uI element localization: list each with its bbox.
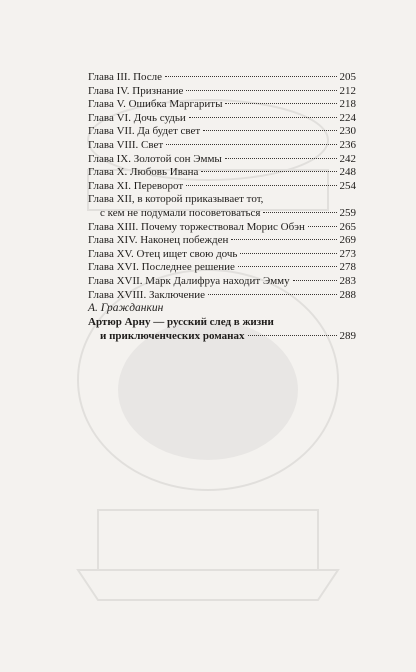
toc-entry[interactable]: [88, 261, 356, 275]
toc-entry[interactable]: [88, 275, 356, 289]
afterword-title-line2-row: [88, 330, 356, 344]
toc-entry-page: 230: [339, 125, 356, 138]
toc-entry[interactable]: [88, 248, 356, 262]
afterword-entry[interactable]: [88, 316, 356, 343]
toc-entry[interactable]: [88, 221, 356, 235]
toc-entry[interactable]: [88, 112, 356, 126]
afterword-page: 289: [339, 329, 356, 342]
toc-entry-page: 205: [339, 71, 356, 83]
dot-leader: [248, 335, 337, 336]
toc-entry-title: Глава X. Любовь Ивана: [88, 166, 199, 179]
dot-leader: [203, 130, 336, 131]
dot-leader: [240, 253, 336, 254]
toc-entry-page: 248: [339, 166, 356, 179]
toc-entry-page: 269: [339, 234, 356, 247]
toc-entry[interactable]: [88, 98, 356, 112]
toc-entry-page: 278: [339, 261, 356, 274]
toc-entry-page: 212: [339, 84, 356, 97]
toc-entry-title: Глава VII. Да будет свет: [88, 125, 201, 138]
dot-leader: [238, 266, 337, 267]
toc-entry-title: Глава V. Ошибка Маргариты: [88, 98, 223, 111]
dot-leader: [201, 171, 336, 172]
dot-leader: [231, 239, 336, 240]
toc-entry[interactable]: [88, 71, 356, 85]
toc-entry-title: Глава VIII. Свет: [88, 138, 164, 151]
toc-entry-title: Глава XVII. Марк Далифруа находит Эмму: [88, 274, 290, 287]
toc-entry-page: 265: [339, 220, 356, 233]
dot-leader: [308, 226, 337, 227]
toc-entry-title: Глава XVIII. Заключение: [88, 288, 206, 301]
toc-entry[interactable]: [88, 166, 356, 180]
toc-entry-title: Глава III. После: [88, 71, 163, 83]
dot-leader: [208, 294, 336, 295]
toc-entry-title: Глава XIII. Почему торжествовал Морис Обэн: [88, 220, 305, 233]
afterword-title-line1: Артюр Арну — русский след в жизни: [88, 316, 274, 328]
toc-entry-title: Глава XII, в которой приказывает тот,: [88, 193, 264, 206]
toc-entry-line2[interactable]: [88, 207, 356, 221]
toc-entry-line1[interactable]: [88, 193, 356, 207]
table-of-contents: [88, 71, 356, 302]
toc-entry-title: Глава XVI. Последнее решение: [88, 261, 235, 274]
toc-entry-page: 236: [339, 138, 356, 151]
toc-entry-page: 218: [339, 98, 356, 111]
dot-leader: [186, 90, 336, 91]
toc-entry-page: 259: [339, 206, 356, 219]
toc-entry-title: с кем не подумали посоветоваться: [100, 206, 261, 219]
toc-entry-title: Глава XI. Переворот: [88, 179, 184, 192]
toc-entry-page: 224: [339, 111, 356, 124]
dot-leader: [165, 76, 336, 77]
dot-leader: [225, 103, 336, 104]
toc-entry-title: Глава XIV. Наконец побежден: [88, 234, 229, 247]
toc-entry[interactable]: [88, 139, 356, 153]
toc-entry[interactable]: [88, 85, 356, 99]
toc-entry-page: 288: [339, 288, 356, 301]
toc-entry-title: Глава XV. Отец ищет свою дочь: [88, 247, 238, 260]
dot-leader: [225, 158, 337, 159]
dot-leader: [166, 144, 336, 145]
toc-entry[interactable]: [88, 234, 356, 248]
toc-entry-title: Глава IX. Золотой сон Эммы: [88, 152, 222, 165]
dot-leader: [263, 212, 336, 213]
toc-entry-title: Глава VI. Дочь судьи: [88, 111, 186, 124]
toc-entry-page: 283: [339, 274, 356, 287]
dot-leader: [186, 185, 336, 186]
afterword-author: А. Гражданкин: [88, 302, 164, 314]
toc-entry[interactable]: [88, 125, 356, 139]
toc-entry-title: Глава IV. Признание: [88, 84, 184, 97]
dot-leader: [293, 280, 337, 281]
toc-entry-page: 242: [339, 152, 356, 165]
toc-entry-page: 273: [339, 247, 356, 260]
dot-leader: [189, 117, 337, 118]
toc-entry[interactable]: [88, 180, 356, 194]
afterword-title-line2: и приключенческих романах: [100, 329, 245, 342]
toc-entry[interactable]: [88, 153, 356, 167]
toc-entry-page: 254: [339, 179, 356, 192]
